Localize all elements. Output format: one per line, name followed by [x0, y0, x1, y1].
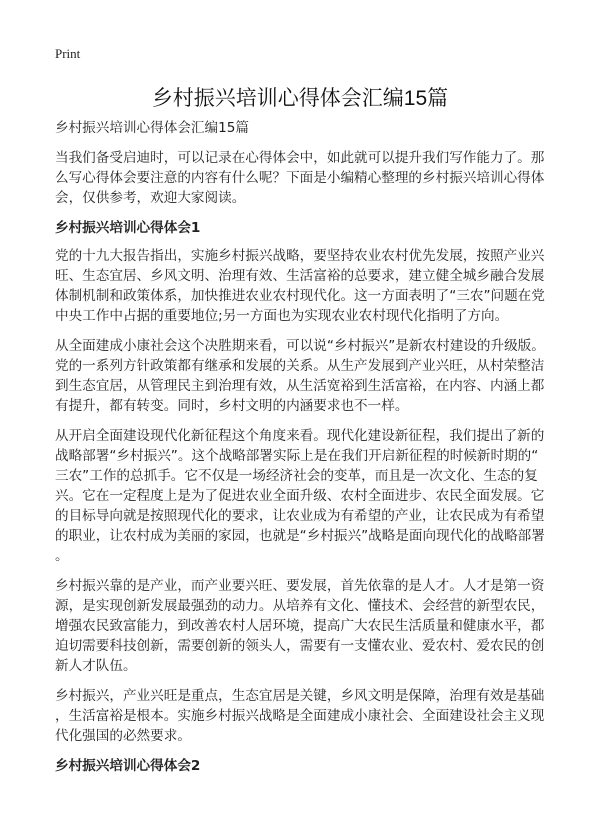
text-line: 兴。它在一定程度上是为了促进农业全面升级、农村全面进步、农民全面发展。它: [55, 488, 545, 504]
body-paragraph: [55, 426, 555, 566]
text-line: 的目标导向就是按照现代化的要求，让农业成为有希望的产业，让农民成为有希望: [55, 508, 545, 524]
text-line: 。: [55, 548, 69, 564]
text-line: 从全面建成小康社会这个决胜期来看，可以说“乡村振兴”是新农村建设的升级版。: [55, 338, 545, 354]
text-line: 增强农民致富能力，到改善农村人居环境，提高广大农民生活质量和健康水平，都: [55, 618, 545, 634]
text-line: 三农”工作的总抓手。它不仅是一场经济社会的变革，而且是一次文化、生态的复: [55, 468, 538, 484]
text-line: 旺、生态宜居、乡风文明、治理有效、生活富裕的总要求，建立健全城乡融合发展: [55, 268, 545, 284]
print-link[interactable]: Print: [55, 46, 81, 61]
section-heading-2: 乡村振兴培训心得体会2: [55, 758, 201, 774]
body-paragraph: [55, 246, 555, 326]
section-heading-1: 乡村振兴培训心得体会1: [55, 220, 201, 236]
intro-paragraph: [55, 148, 555, 208]
body-paragraph: [55, 686, 555, 746]
text-line: 当我们备受启迪时，可以记录在心得体会中，如此就可以提升我们写作能力了。那: [55, 150, 545, 166]
document-subtitle: 乡村振兴培训心得体会汇编15篇: [55, 120, 250, 136]
text-line: 迫切需要科技创新，需要创新的领头人，需要有一支懂农业、爱农村、爱农民的创: [55, 638, 545, 654]
text-line: 源，是实现创新发展最强劲的动力。从培养有文化、懂技术、会经营的新型农民，: [55, 598, 545, 614]
page-title: 乡村振兴培训心得体会汇编15篇: [151, 87, 449, 110]
text-line: 会，仅供参考，欢迎大家阅读。: [55, 190, 246, 206]
text-line: 体制机制和政策体系，加快推进农业农村现代化。这一方面表明了“三农”问题在党: [55, 288, 545, 304]
text-line: 乡村振兴，产业兴旺是重点，生态宜居是关键，乡风文明是保障，治理有效是基础: [55, 688, 545, 704]
text-line: 党的一系列方针政策都有继承和发展的关系。从生产发展到产业兴旺，从村荣整洁: [55, 358, 545, 374]
text-line: 党的十九大报告指出，实施乡村振兴战略，要坚持农业农村优先发展，按照产业兴: [55, 248, 545, 264]
text-line: 新人才队伍。: [55, 658, 137, 674]
text-line: ，生活富裕是根本。实施乡村振兴战略是全面建成小康社会、全面建设社会主义现: [55, 708, 545, 724]
text-line: 代化强国的必然要求。: [55, 728, 191, 744]
text-line: 么写心得体会要注意的内容有什么呢？下面是小编精心整理的乡村振兴培训心得体: [55, 170, 545, 186]
body-paragraph: [55, 576, 555, 676]
body-paragraph: [55, 336, 555, 416]
document-body: [55, 118, 555, 784]
text-line: 从开启全面建设现代化新征程这个角度来看。现代化建设新征程，我们提出了新的: [55, 428, 545, 444]
text-line: 的职业，让农村成为美丽的家园，也就是“乡村振兴”战略是面向现代化的战略部署: [55, 528, 545, 544]
text-line: 到生态宜居，从管理民主到治理有效，从生活宽裕到生活富裕，在内容、内涵上都: [55, 378, 545, 394]
text-line: 乡村振兴靠的是产业，而产业要兴旺、要发展，首先依靠的是人才。人才是第一资: [55, 578, 545, 594]
text-line: 中央工作中占据的重要地位;另一方面也为实现农业农村现代化指明了方向。: [55, 308, 509, 324]
text-line: 战略部署“乡村振兴”。这个战略部署实际上是在我们开启新征程的时候新时期的“: [55, 448, 539, 464]
text-line: 有提升，都有转变。同时，乡村文明的内涵要求也不一样。: [55, 398, 409, 414]
